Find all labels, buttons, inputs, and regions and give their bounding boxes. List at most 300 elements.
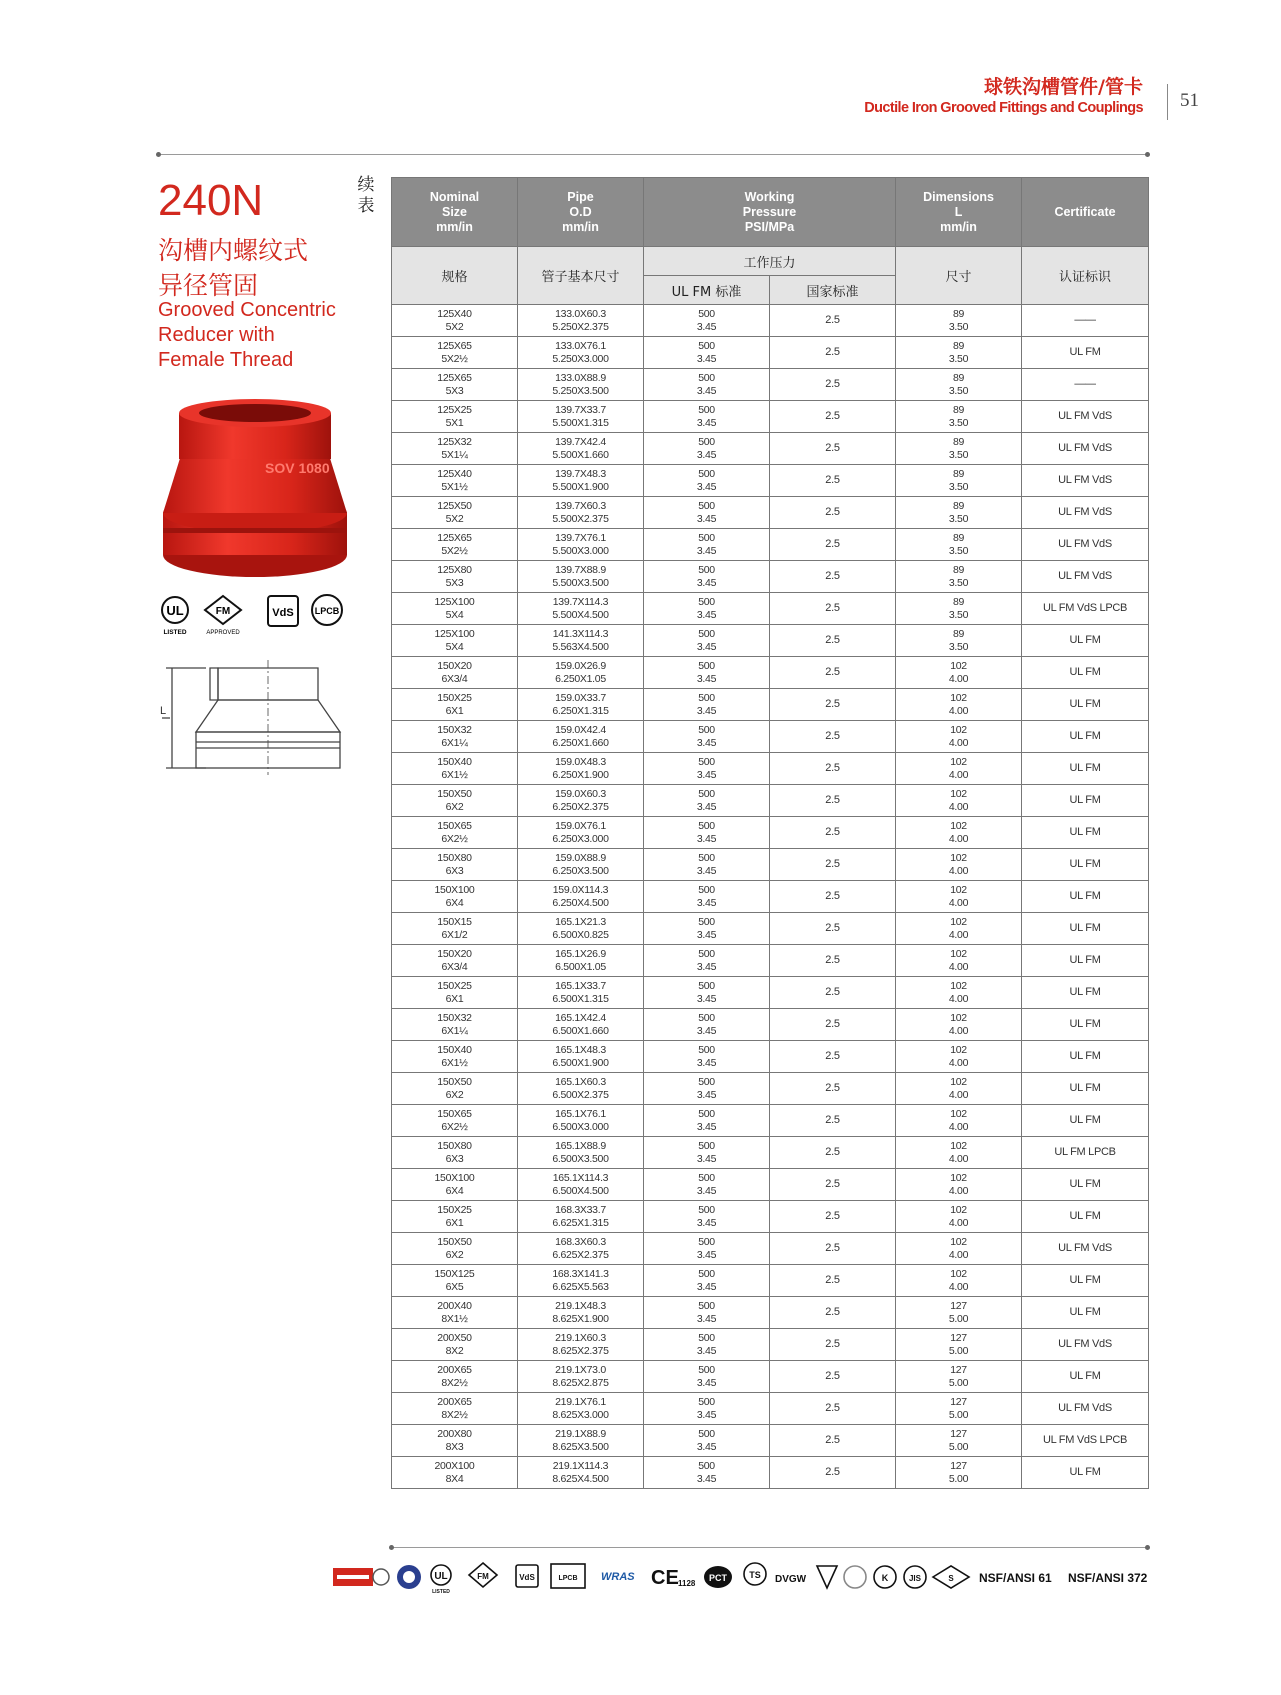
cell-size <box>392 785 518 817</box>
cell-pipe-od-line: 133.0X76.1 <box>555 339 606 352</box>
cell-pressure-ulfm <box>644 1041 770 1073</box>
cell-certificate <box>1022 1329 1149 1361</box>
header-line: L <box>954 204 963 219</box>
cell-size <box>392 721 518 753</box>
cell-pressure-ulfm-line: 3.45 <box>696 1408 717 1421</box>
cell-size-line: 150X20 <box>437 659 472 672</box>
cell-certificate-line: UL FM <box>1069 1370 1101 1382</box>
footer-standard-372: NSF/ANSI 372 <box>1068 1571 1148 1585</box>
col-pressure-ulfm: UL FM 标准 <box>644 276 770 305</box>
svg-text:UL: UL <box>166 603 184 618</box>
cell-pipe-od <box>518 1169 644 1201</box>
cell-pipe-od-line: 6.625X1.315 <box>552 1216 609 1229</box>
cell-dimension-line: 3.50 <box>948 320 969 333</box>
cell-size-line: 150X32 <box>437 1011 472 1024</box>
cell-pressure-ulfm-line: 500 <box>698 1139 715 1152</box>
cell-pipe-od-line: 219.1X76.1 <box>555 1395 606 1408</box>
cell-pressure-ulfm <box>644 593 770 625</box>
cell-size-line: 150X25 <box>437 1203 472 1216</box>
cell-certificate-line: UL FM <box>1069 1082 1101 1094</box>
cell-certificate <box>1022 625 1149 657</box>
cell-dimension-line: 5.00 <box>948 1376 969 1389</box>
svg-text:JIS: JIS <box>908 1574 922 1583</box>
cell-dimension-line: 4.00 <box>948 1248 969 1261</box>
cell-dimension <box>896 1041 1022 1073</box>
cell-pressure-gb <box>770 689 896 721</box>
cell-pressure-ulfm-line: 500 <box>698 467 715 480</box>
cell-size-line: 200X65 <box>437 1395 472 1408</box>
cell-certificate <box>1022 977 1149 1009</box>
cell-pressure-gb <box>770 945 896 977</box>
cell-pressure-gb <box>770 497 896 529</box>
cell-pipe-od-line: 5.500X3.500 <box>552 576 609 589</box>
cell-dimension-line: 4.00 <box>948 992 969 1005</box>
cell-certificate <box>1022 529 1149 561</box>
cell-certificate <box>1022 721 1149 753</box>
cell-pressure-ulfm <box>644 849 770 881</box>
cell-pipe-od <box>518 337 644 369</box>
product-name-cn-line: 异径管固 <box>158 271 259 300</box>
cell-dimension <box>896 561 1022 593</box>
cell-dimension-line: 4.00 <box>948 1184 969 1197</box>
table-row <box>392 1009 1149 1041</box>
cell-pressure-ulfm-line: 500 <box>698 307 715 320</box>
cell-certificate <box>1022 913 1149 945</box>
cell-pressure-ulfm <box>644 817 770 849</box>
cell-size-line: 6X4 <box>445 1184 464 1197</box>
cell-certificate-line: UL FM VdS <box>1058 570 1112 582</box>
cell-certificate-line: UL FM <box>1069 1050 1101 1062</box>
cell-pipe-od <box>518 1137 644 1169</box>
cell-dimension-line: 102 <box>950 1139 967 1152</box>
cell-pipe-od <box>518 849 644 881</box>
cell-certificate-line: UL FM <box>1069 890 1101 902</box>
cell-dimension-line: 4.00 <box>948 928 969 941</box>
cell-pipe-od <box>518 369 644 401</box>
cell-dimension <box>896 1201 1022 1233</box>
header-line: Dimensions <box>923 189 994 204</box>
cell-pressure-ulfm <box>644 369 770 401</box>
cell-size <box>392 1265 518 1297</box>
cell-certificate-line: UL FM <box>1069 1178 1101 1190</box>
cell-dimension-line: 4.00 <box>948 1152 969 1165</box>
cell-pipe-od-line: 6.500X3.000 <box>552 1120 609 1133</box>
cell-dimension-line: 102 <box>950 883 967 896</box>
cell-size <box>392 305 518 337</box>
cell-pressure-ulfm <box>644 1297 770 1329</box>
cell-pressure-ulfm-line: 500 <box>698 883 715 896</box>
col-pipe-cn: 管子基本尺寸 <box>518 247 644 305</box>
cell-size-line: 8X4 <box>445 1472 464 1485</box>
cell-dimension-line: 5.00 <box>948 1344 969 1357</box>
cell-size <box>392 1105 518 1137</box>
cell-dimension-line: 127 <box>950 1299 967 1312</box>
cell-certificate <box>1022 1457 1149 1489</box>
cell-dimension-line: 89 <box>952 499 965 512</box>
certification-logos <box>155 592 355 638</box>
cell-pressure-gb-line: 2.5 <box>825 1338 840 1350</box>
header-line: Pressure <box>742 204 797 219</box>
cell-dimension-line: 3.50 <box>948 640 969 653</box>
cell-size <box>392 1297 518 1329</box>
cell-pressure-gb <box>770 401 896 433</box>
cell-pressure-ulfm-line: 500 <box>698 1459 715 1472</box>
cell-pipe-od-line: 165.1X76.1 <box>555 1107 606 1120</box>
cell-size-line: 125X40 <box>437 467 472 480</box>
cell-size <box>392 593 518 625</box>
cell-dimension <box>896 1425 1022 1457</box>
cell-pipe-od-line: 139.7X114.3 <box>552 595 609 608</box>
cell-certificate-line: UL FM VdS <box>1058 506 1112 518</box>
cell-dimension-line: 4.00 <box>948 864 969 877</box>
cell-dimension-line: 102 <box>950 915 967 928</box>
footer-cert-logos <box>333 1560 1148 1596</box>
table-row <box>392 305 1149 337</box>
cell-size <box>392 1457 518 1489</box>
cell-size-line: 150X80 <box>437 1139 472 1152</box>
cell-pipe-od-line: 165.1X26.9 <box>555 947 606 960</box>
cell-pressure-ulfm-line: 3.45 <box>696 576 717 589</box>
cell-certificate <box>1022 849 1149 881</box>
cell-size-line: 8X2½ <box>441 1408 468 1421</box>
cell-dimension-line: 127 <box>950 1395 967 1408</box>
cell-pipe-od-line: 139.7X88.9 <box>555 563 606 576</box>
cell-pressure-ulfm-line: 3.45 <box>696 768 717 781</box>
cell-pressure-gb <box>770 1265 896 1297</box>
table-row <box>392 1457 1149 1489</box>
cell-size-line: 5X2 <box>445 512 464 525</box>
table-row <box>392 753 1149 785</box>
cell-dimension-line: 3.50 <box>948 544 969 557</box>
cell-size-line: 150X50 <box>437 1235 472 1248</box>
cell-pipe-od-line: 159.0X114.3 <box>552 883 609 896</box>
cell-certificate <box>1022 1169 1149 1201</box>
table-row <box>392 1169 1149 1201</box>
cell-pressure-gb-line: 2.5 <box>825 634 840 646</box>
cell-dimension-line: 89 <box>952 563 965 576</box>
cell-pipe-od-line: 219.1X60.3 <box>555 1331 606 1344</box>
cell-pipe-od-line: 6.250X1.660 <box>552 736 609 749</box>
cell-pressure-gb-line: 2.5 <box>825 1018 840 1030</box>
cell-dimension <box>896 1137 1022 1169</box>
cell-dimension-line: 102 <box>950 1235 967 1248</box>
cell-dimension-line: 4.00 <box>948 672 969 685</box>
cell-certificate-line: UL FM VdS LPCB <box>1043 1434 1128 1446</box>
cell-pipe-od-line: 8.625X3.500 <box>552 1440 609 1453</box>
svg-text:UL: UL <box>434 1571 448 1582</box>
table-row <box>392 337 1149 369</box>
cell-pressure-ulfm <box>644 1073 770 1105</box>
cell-dimension-line: 5.00 <box>948 1440 969 1453</box>
cell-pipe-od-line: 5.250X2.375 <box>552 320 609 333</box>
cell-pressure-ulfm-line: 3.45 <box>696 512 717 525</box>
cell-pressure-ulfm-line: 500 <box>698 1363 715 1376</box>
cell-dimension-line: 3.50 <box>948 576 969 589</box>
cell-size-line: 6X5 <box>445 1280 464 1293</box>
cell-certificate-line: UL FM <box>1069 1466 1101 1478</box>
cell-pipe-od-line: 6.250X3.500 <box>552 864 609 877</box>
cell-dimension <box>896 945 1022 977</box>
cell-dimension-line: 127 <box>950 1331 967 1344</box>
cell-size-line: 150X32 <box>437 723 472 736</box>
cell-size <box>392 1329 518 1361</box>
cell-size-line: 150X125 <box>434 1267 475 1280</box>
cell-size-line: 125X65 <box>437 371 472 384</box>
cell-pipe-od <box>518 977 644 1009</box>
cell-pressure-gb-line: 2.5 <box>825 1434 840 1446</box>
cell-pressure-gb <box>770 1105 896 1137</box>
cell-pressure-ulfm <box>644 497 770 529</box>
cell-pipe-od-line: 6.250X1.315 <box>552 704 609 717</box>
cell-dimension-line: 102 <box>950 1011 967 1024</box>
cell-pressure-ulfm-line: 500 <box>698 563 715 576</box>
cell-size-line: 150X80 <box>437 851 472 864</box>
cell-dimension-line: 4.00 <box>948 800 969 813</box>
cell-size-line: 150X25 <box>437 691 472 704</box>
cell-pressure-gb-line: 2.5 <box>825 570 840 582</box>
table-row <box>392 785 1149 817</box>
cell-pressure-gb-line: 2.5 <box>825 954 840 966</box>
cell-dimension-line: 89 <box>952 627 965 640</box>
cell-pressure-ulfm-line: 500 <box>698 403 715 416</box>
cell-size <box>392 497 518 529</box>
cell-certificate-line: UL FM <box>1069 794 1101 806</box>
cell-dimension <box>896 1233 1022 1265</box>
cell-dimension-line: 4.00 <box>948 960 969 973</box>
cell-size-line: 125X40 <box>437 307 472 320</box>
cell-dimension-line: 102 <box>950 851 967 864</box>
cell-dimension-line: 102 <box>950 691 967 704</box>
continued-char: 表 <box>357 196 375 216</box>
cell-size <box>392 945 518 977</box>
col-pipe-en <box>518 178 644 247</box>
cell-pipe-od <box>518 753 644 785</box>
cell-pipe-od-line: 159.0X88.9 <box>555 851 606 864</box>
cell-size-line: 200X80 <box>437 1427 472 1440</box>
cell-dimension-line: 89 <box>952 307 965 320</box>
cell-pressure-ulfm-line: 3.45 <box>696 736 717 749</box>
cell-pipe-od-line: 6.500X1.660 <box>552 1024 609 1037</box>
cell-pressure-ulfm-line: 3.45 <box>696 704 717 717</box>
cell-size-line: 5X2½ <box>441 544 468 557</box>
fm-approved-logo <box>205 596 241 636</box>
cell-pipe-od-line: 6.500X1.315 <box>552 992 609 1005</box>
svg-text:K: K <box>881 1573 889 1583</box>
cell-pipe-od-line: 139.7X33.7 <box>555 403 606 416</box>
vds-logo <box>268 596 298 626</box>
cell-pipe-od <box>518 529 644 561</box>
cell-pressure-gb-line: 2.5 <box>825 826 840 838</box>
cell-size <box>392 1137 518 1169</box>
cell-dimension <box>896 465 1022 497</box>
cell-pressure-ulfm-line: 500 <box>698 819 715 832</box>
cell-pressure-gb <box>770 1073 896 1105</box>
cell-certificate <box>1022 1361 1149 1393</box>
svg-text:LPCB: LPCB <box>314 606 340 616</box>
cell-pressure-gb-line: 2.5 <box>825 1178 840 1190</box>
product-name-en-line: Grooved Concentric <box>158 299 336 321</box>
cell-dimension-line: 102 <box>950 1171 967 1184</box>
table-row <box>392 1233 1149 1265</box>
cell-certificate-line: UL FM <box>1069 762 1101 774</box>
cell-size-line: 6X1¼ <box>441 736 468 749</box>
cell-pressure-ulfm <box>644 881 770 913</box>
cell-pressure-ulfm-line: 500 <box>698 947 715 960</box>
cell-pipe-od <box>518 785 644 817</box>
cell-certificate <box>1022 1393 1149 1425</box>
cell-pipe-od <box>518 593 644 625</box>
cell-pressure-ulfm-line: 500 <box>698 1427 715 1440</box>
table-row <box>392 1073 1149 1105</box>
header-line: O.D <box>569 204 592 219</box>
cell-pressure-ulfm-line: 3.45 <box>696 672 717 685</box>
cell-dimension <box>896 1073 1022 1105</box>
footer-circle-logo <box>397 1565 421 1589</box>
cell-dimension-line: 4.00 <box>948 1056 969 1069</box>
cell-pressure-ulfm-line: 3.45 <box>696 1344 717 1357</box>
cell-pipe-od <box>518 625 644 657</box>
cell-size-line: 5X1 <box>445 416 464 429</box>
cell-certificate <box>1022 689 1149 721</box>
cell-pipe-od-line: 139.7X42.4 <box>555 435 606 448</box>
cell-pipe-od <box>518 561 644 593</box>
cell-certificate <box>1022 817 1149 849</box>
cell-dimension-line: 127 <box>950 1363 967 1376</box>
cell-pressure-ulfm <box>644 785 770 817</box>
table-row <box>392 1201 1149 1233</box>
cell-pipe-od-line: 219.1X73.0 <box>555 1363 606 1376</box>
cell-pressure-gb <box>770 1137 896 1169</box>
cell-pressure-gb <box>770 977 896 1009</box>
cell-pipe-od <box>518 1361 644 1393</box>
cell-size-line: 8X3 <box>445 1440 464 1453</box>
cell-size-line: 6X1 <box>445 704 464 717</box>
cell-size-line: 5X3 <box>445 576 464 589</box>
cell-pressure-gb-line: 2.5 <box>825 666 840 678</box>
cell-dimension <box>896 497 1022 529</box>
cell-pressure-ulfm-line: 500 <box>698 1395 715 1408</box>
cell-dimension-line: 89 <box>952 371 965 384</box>
svg-text:LISTED: LISTED <box>432 1589 450 1595</box>
cell-size-line: 150X100 <box>434 883 475 896</box>
cell-dimension <box>896 785 1022 817</box>
cell-dimension <box>896 1009 1022 1041</box>
cell-pressure-gb-line: 2.5 <box>825 314 840 326</box>
continued-label <box>356 175 376 217</box>
cell-pipe-od <box>518 1073 644 1105</box>
cell-dimension-line: 102 <box>950 1203 967 1216</box>
cell-pipe-od <box>518 689 644 721</box>
cell-pipe-od <box>518 817 644 849</box>
cell-certificate-line: UL FM <box>1069 1210 1101 1222</box>
cell-size <box>392 433 518 465</box>
cell-dimension-line: 4.00 <box>948 896 969 909</box>
cell-size-line: 6X2 <box>445 800 464 813</box>
table-row <box>392 433 1149 465</box>
cell-size-line: 125X50 <box>437 499 472 512</box>
cell-pressure-gb <box>770 625 896 657</box>
cell-pressure-gb <box>770 1329 896 1361</box>
cell-pressure-gb-line: 2.5 <box>825 442 840 454</box>
product-name-en-line: Reducer with <box>158 324 275 346</box>
cell-pipe-od-line: 165.1X60.3 <box>555 1075 606 1088</box>
cell-pipe-od-line: 133.0X88.9 <box>555 371 606 384</box>
cell-dimension <box>896 1393 1022 1425</box>
cell-pressure-ulfm <box>644 657 770 689</box>
cell-certificate <box>1022 465 1149 497</box>
cell-size <box>392 1233 518 1265</box>
table-row <box>392 1137 1149 1169</box>
cell-pipe-od-line: 165.1X48.3 <box>555 1043 606 1056</box>
cell-pressure-gb <box>770 561 896 593</box>
cell-pressure-ulfm-line: 500 <box>698 1235 715 1248</box>
cell-pressure-ulfm <box>644 1169 770 1201</box>
cell-pressure-gb <box>770 529 896 561</box>
cell-dimension-line: 4.00 <box>948 1216 969 1229</box>
cell-size-line: 5X2½ <box>441 352 468 365</box>
cell-pipe-od-line: 165.1X114.3 <box>552 1171 609 1184</box>
cell-pipe-od-line: 6.250X3.000 <box>552 832 609 845</box>
cell-size-line: 150X65 <box>437 1107 472 1120</box>
svg-text:FM: FM <box>477 1572 489 1581</box>
cell-size <box>392 1041 518 1073</box>
cell-pressure-ulfm-line: 500 <box>698 627 715 640</box>
table-row <box>392 1393 1149 1425</box>
cell-pipe-od-line: 5.563X4.500 <box>552 640 609 653</box>
cell-size-line: 150X100 <box>434 1171 475 1184</box>
cell-pipe-od <box>518 1329 644 1361</box>
cell-certificate-line: UL FM <box>1069 346 1101 358</box>
cell-pipe-od-line: 8.625X1.900 <box>552 1312 609 1325</box>
cell-pressure-gb-line: 2.5 <box>825 1402 840 1414</box>
cell-certificate <box>1022 657 1149 689</box>
header-line: mm/in <box>436 219 473 234</box>
cell-size <box>392 465 518 497</box>
cell-pipe-od-line: 219.1X114.3 <box>552 1459 609 1472</box>
cell-pipe-od-line: 5.250X3.000 <box>552 352 609 365</box>
cell-pipe-od <box>518 1233 644 1265</box>
cell-certificate-line: UL FM VdS <box>1058 1338 1112 1350</box>
cell-pressure-gb-line: 2.5 <box>825 1210 840 1222</box>
cell-pressure-ulfm-line: 3.45 <box>696 416 717 429</box>
cell-pressure-ulfm-line: 3.45 <box>696 1152 717 1165</box>
cell-pressure-ulfm <box>644 433 770 465</box>
cell-pressure-gb <box>770 1425 896 1457</box>
cell-pipe-od-line: 6.625X5.563 <box>552 1280 609 1293</box>
cell-dimension <box>896 625 1022 657</box>
cell-size-line: 6X1½ <box>441 768 468 781</box>
cell-dimension <box>896 593 1022 625</box>
cell-size-line: 6X2½ <box>441 832 468 845</box>
cell-pipe-od-line: 5.500X4.500 <box>552 608 609 621</box>
cell-certificate <box>1022 1009 1149 1041</box>
cell-pressure-gb-line: 2.5 <box>825 1050 840 1062</box>
cell-size-line: 125X100 <box>434 627 475 640</box>
cell-size-line: 200X65 <box>437 1363 472 1376</box>
cell-size <box>392 977 518 1009</box>
cell-certificate-line: UL FM <box>1069 922 1101 934</box>
cell-pressure-ulfm-line: 3.45 <box>696 992 717 1005</box>
cell-pressure-ulfm <box>644 1265 770 1297</box>
cell-dimension-line: 4.00 <box>948 1088 969 1101</box>
cell-pressure-gb-line: 2.5 <box>825 922 840 934</box>
cell-size-line: 8X1½ <box>441 1312 468 1325</box>
cell-dimension <box>896 689 1022 721</box>
table-header-en <box>392 178 1149 247</box>
cell-size <box>392 1009 518 1041</box>
cell-pipe-od-line: 165.1X33.7 <box>555 979 606 992</box>
cell-pressure-ulfm-line: 3.45 <box>696 1472 717 1485</box>
